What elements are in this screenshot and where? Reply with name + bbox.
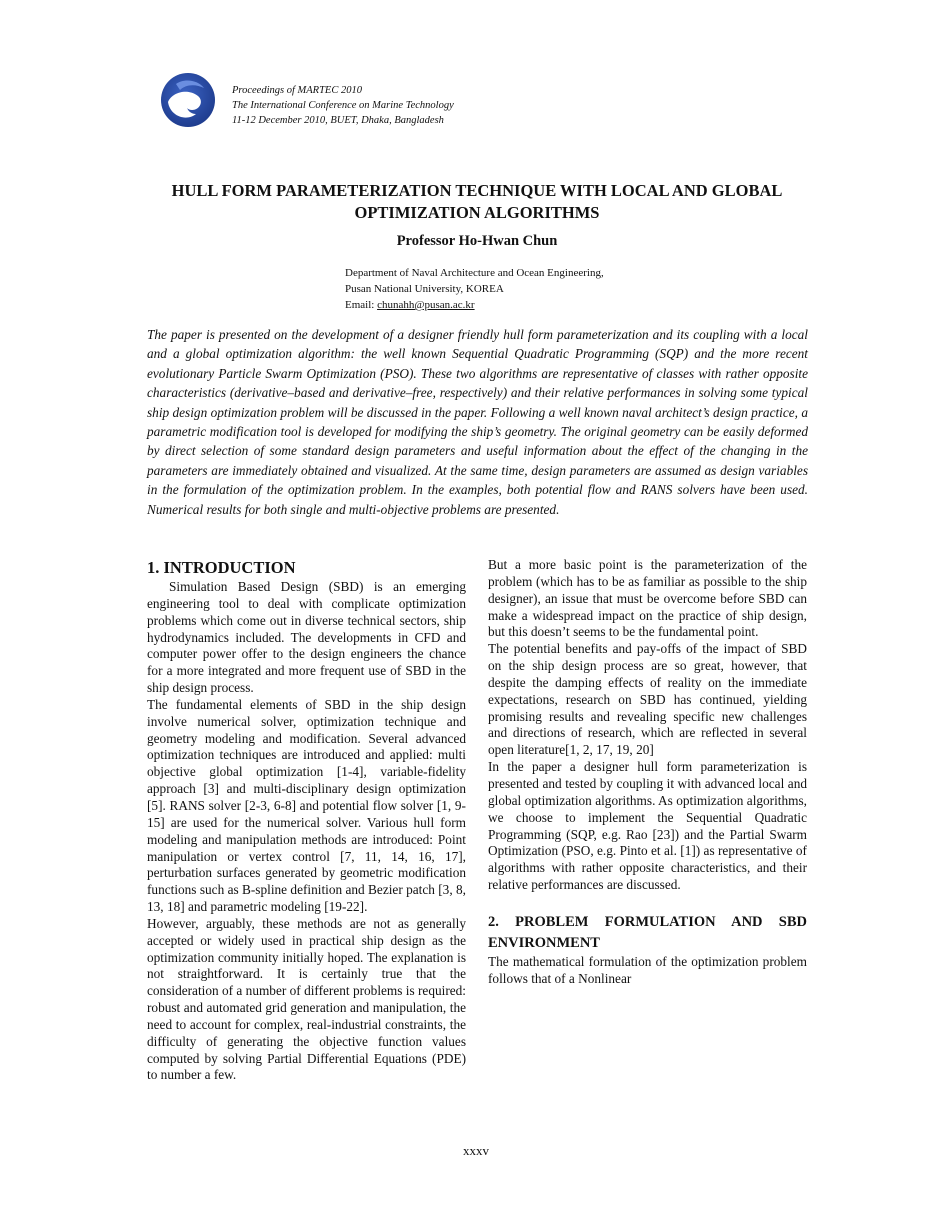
proceedings-header	[232, 83, 454, 128]
paragraph: However, arguably, these methods are not as generally accepted or widely used in practical ship design as the optimization community initially hoped. The explanation is not straightforward. It is certainly true that the consideration of a number of different problems is required: robust and automated grid generation and manipulation, the need to account for complex, real-industrial constraints, the difficulty of generating the objective function values computed by solving Partial Differential Equations (PDE) to number a few.	[147, 915, 466, 1083]
paragraph: But a more basic point is the parameterization of the problem (which has to be as familiar as possible to the ship designer), an issue that must be overcome before SBD can make a widespread impact on the practice of ship design, but this doesn’t seems to be the fundamental point.	[488, 557, 807, 640]
proceedings-line: 11-12 December 2010, BUET, Dhaka, Bangladesh	[232, 115, 444, 126]
proceedings-line: Proceedings of MARTEC 2010	[232, 85, 362, 96]
affiliation-university: Pusan National University, KOREA	[345, 283, 504, 295]
title-line: OPTIMIZATION ALGORITHMS	[354, 203, 600, 222]
affiliation	[345, 265, 604, 313]
paragraph: The mathematical formulation of the optimization problem follows that of a Nonlinear	[488, 953, 807, 986]
affiliation-dept: Department of Naval Architecture and Ocean Engineering,	[345, 267, 604, 279]
abstract: The paper is presented on the development of a designer friendly hull form parameterization and its coupling with a local and a global optimization algorithm: the well known Sequential Quadratic Programming (SQP) and the more recent evolutionary Particle Swarm Optimization (PSO). These two algorithms are representative of classes with rather opposite characteristics (derivative–based and derivative–free, respectively) and their relative performances in solving some typical ship design optimization problem will be discussed in the paper. Following a well known naval architect’s design practice, a parametric modification tool is developed for modifying the ship’s geometry. The original geometry can be easily deformed by direct selection of some standard design parameters and useful information about the effect of the changing in the parameters are immediately obtained and visualized. At the same time, design parameters are assumed as design variables in the formulation of the optimization problem. In the examples, both potential flow and RANS solvers have been used. Numerical results for both single and multi-objective problems are presented.	[147, 327, 808, 517]
author-name: Professor Ho-Hwan Chun	[396, 233, 558, 249]
left-column	[147, 557, 466, 1084]
paragraph: The fundamental elements of SBD in the ship design involve numerical solver, optimization technique and geometry modeling and modification. Several advanced optimization techniques are introduced and applied: multi objective global optimization [1-4], variable-fidelity approach [3] and multi-disciplinary design optimization [5]. RANS solver [2-3, 6-8] and potential flow solver [1, 9-15] are used for the numerical solver. Various hull form modeling and manipulation methods are introduced: Point manipulation or vertex control [7, 11, 14, 16, 17], perturbation surfaces generated by geometric modification functions such as B-spline definition and Bezier patch [3, 8, 13, 18] and parametric modeling [19-22].	[147, 696, 466, 915]
affiliation-email-line	[345, 297, 604, 313]
page-number: xxxv	[463, 1143, 489, 1158]
proceedings-line: The International Conference on Marine Technology	[232, 100, 454, 111]
paragraph: In the paper a designer hull form parameterization is presented and tested by coupling it with advanced local and global optimization algorithms. As optimization algorithms, we choose to implement the Sequential Quadratic Programming (SQP, e.g. Rao [23]) and the Partial Swarm Optimization (PSO, e.g. Pinto et al. [1]) as representative of algorithms with rather opposite characteristics, and their relative performances are discussed.	[488, 759, 807, 893]
conference-logo	[158, 72, 218, 128]
title-line: HULL FORM PARAMETERIZATION TECHNIQUE WITH LOCAL AND GLOBAL	[171, 181, 783, 200]
email-label: Email:	[345, 299, 378, 311]
section-heading-introduction: 1. INTRODUCTION	[147, 558, 296, 577]
paragraph: Simulation Based Design (SBD) is an emerging engineering tool to deal with complicate optimization problems which come out in diverse technical sectors, ship hydrodynamics included. The developments in CFD and computer power offer to the design engineers the chance for a more integrated and more frequent use of SBD in the ship design process.	[147, 579, 466, 696]
paragraph: The potential benefits and pay-offs of the impact of SBD on the ship design process are so great, however, that despite the damping effects of reality on the immediate expectations, research on SBD has continued, yielding promising results and revealing specific new challenges and directions of research, which are reflected in several open literature[1, 2, 17, 19, 20]	[488, 641, 807, 758]
email-link[interactable]: chunahh@pusan.ac.kr	[377, 299, 475, 311]
section-heading-problem-formulation: 2. PROBLEM FORMULATION AND SBD ENVIRONMENT	[488, 913, 807, 951]
right-column	[488, 557, 807, 988]
paper-title	[120, 180, 834, 224]
